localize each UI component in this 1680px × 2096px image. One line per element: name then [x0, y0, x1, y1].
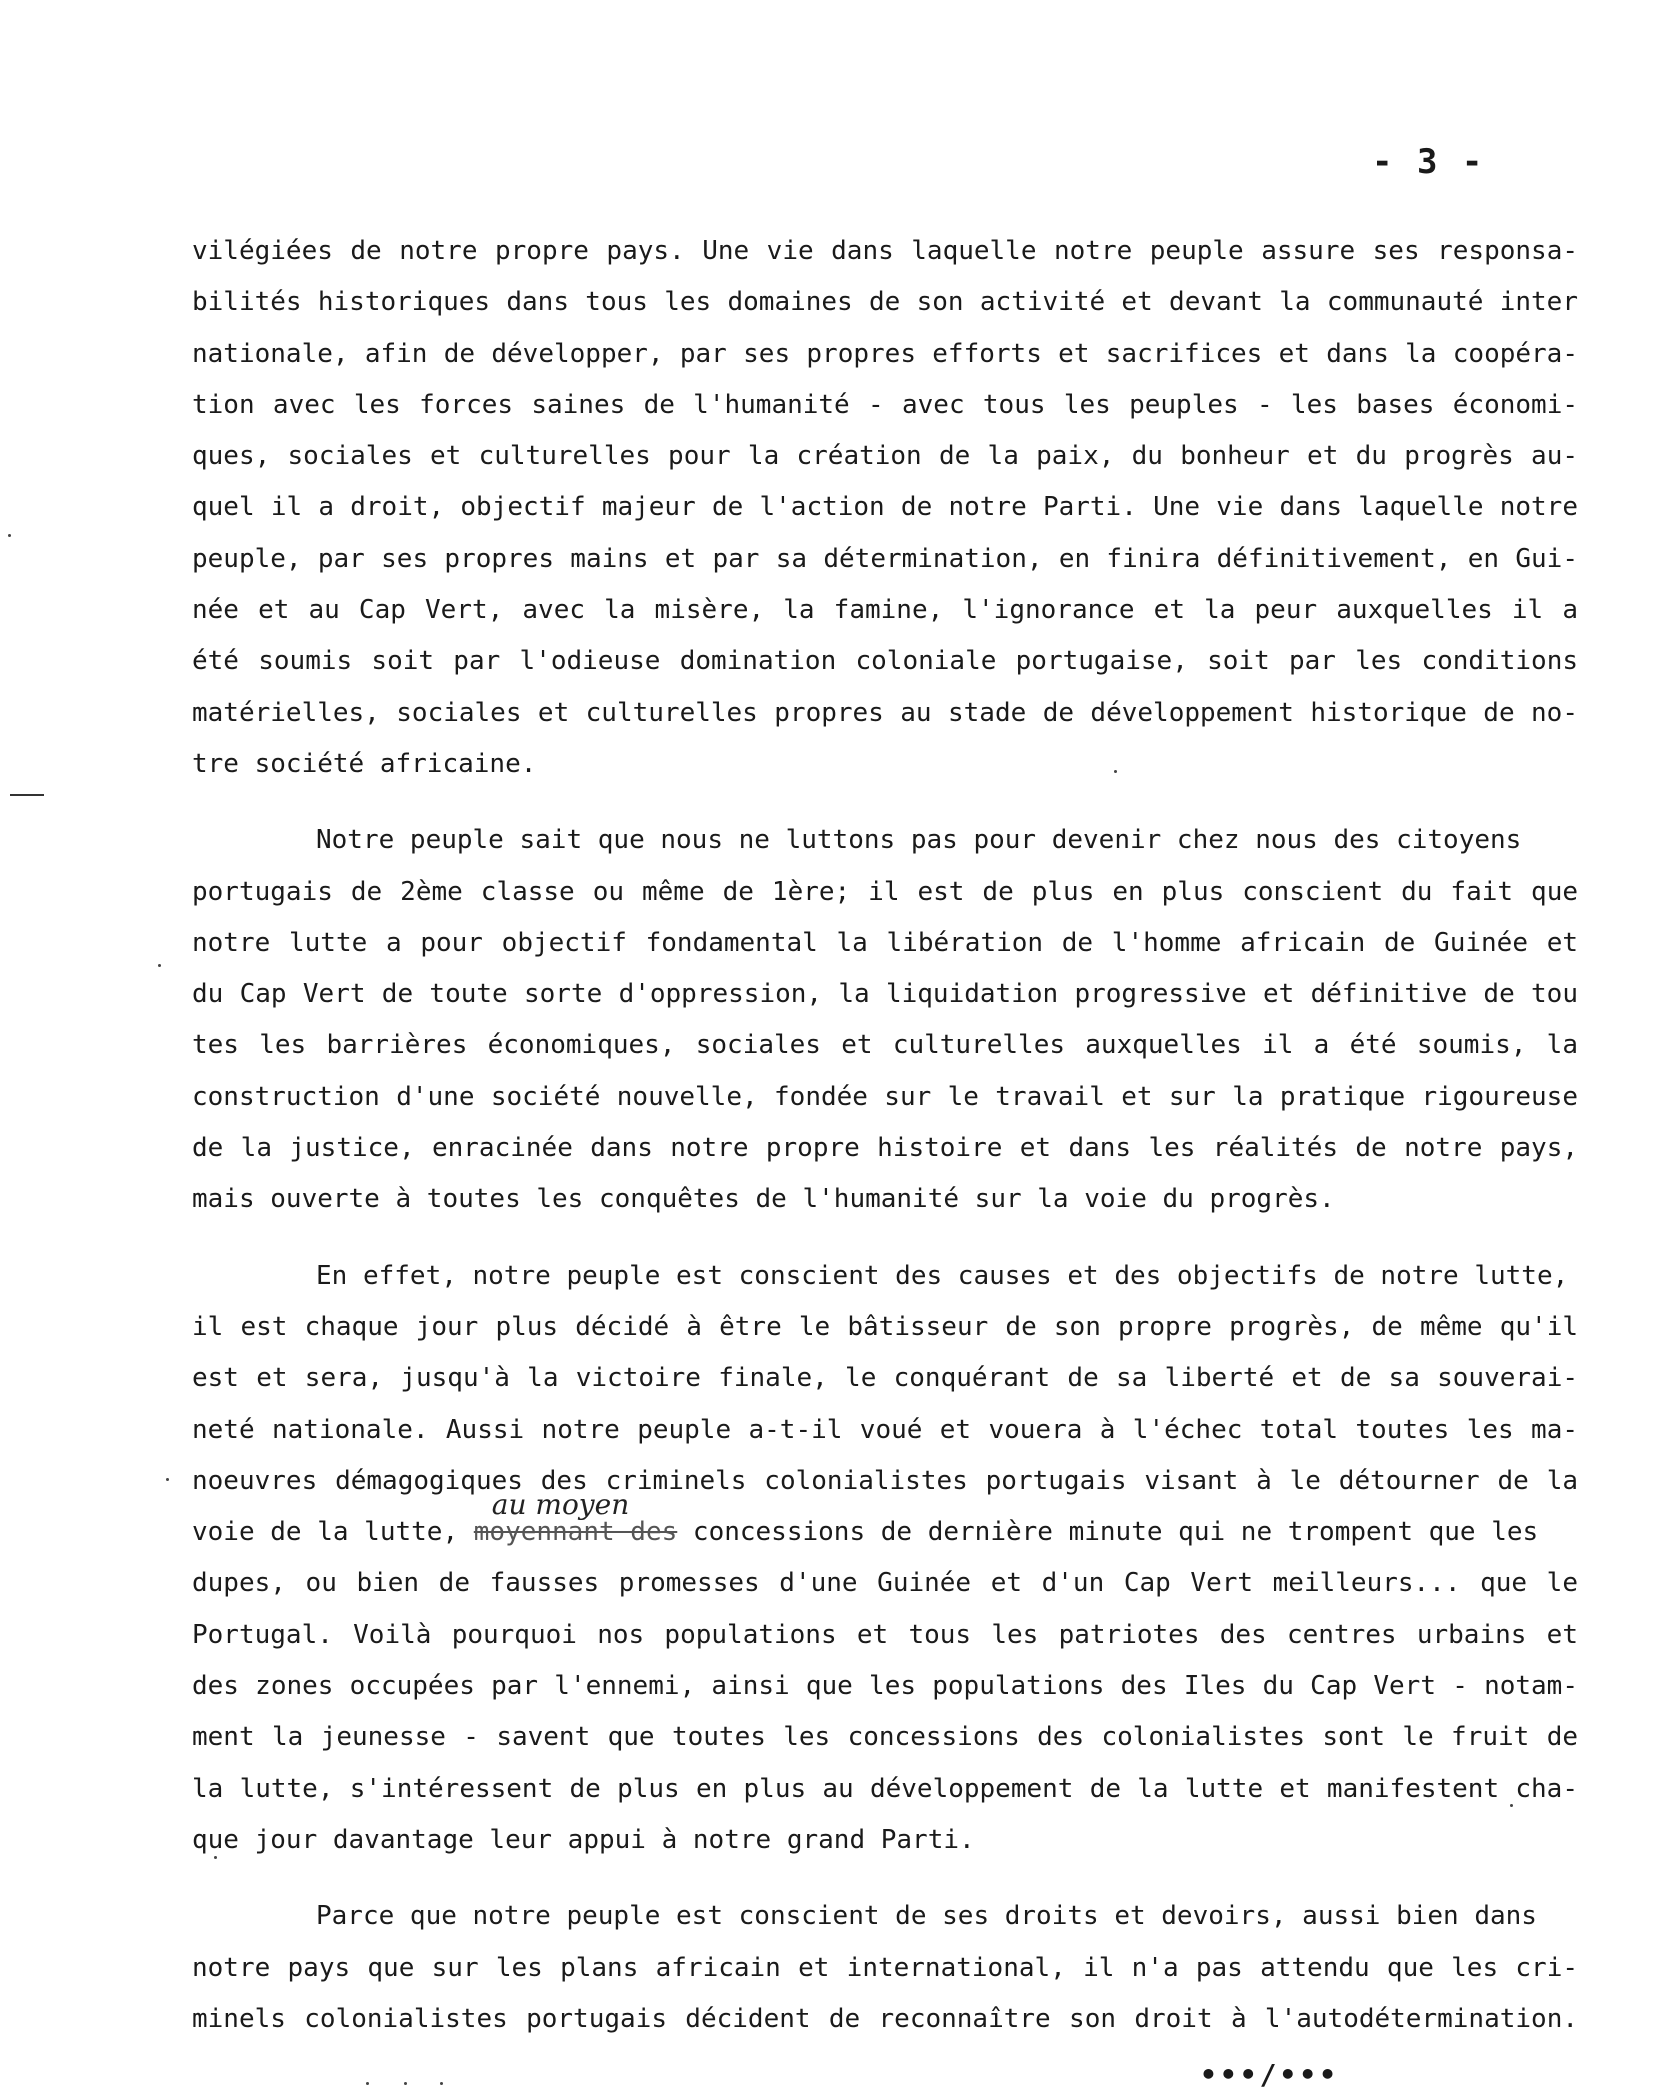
document-body — [192, 226, 1578, 2045]
text-line: tes les barrières économiques, sociales et culturelles auxquelles il a été soumis, la — [192, 1030, 1578, 1061]
text-line: des zones occupées par l'ennemi, ainsi que les populations des Iles du Cap Vert - notam- — [192, 1671, 1578, 1702]
amended-text-line — [192, 1488, 1578, 1558]
scan-speck — [166, 1478, 169, 1481]
scan-margin-mark — [10, 794, 44, 796]
text-line: bilités historiques dans tous les domaines de son activité et devant la communauté inter — [192, 287, 1578, 318]
paragraph-3 — [192, 1251, 1578, 1867]
amended-line-start: voie de la lutte, — [192, 1517, 474, 1548]
text-line: Parce que notre peuple est conscient de ses droits et devoirs, aussi bien dans — [316, 1901, 1537, 1932]
paragraph-gap — [192, 1226, 1578, 1251]
text-line: Notre peuple sait que nous ne luttons pas pour devenir chez nous des citoyens — [316, 825, 1522, 856]
text-line: dupes, ou bien de fausses promesses d'une Guinée et d'un Cap Vert meilleurs... que le — [192, 1568, 1578, 1599]
scan-speck — [1510, 1804, 1513, 1807]
scan-speck — [440, 2082, 443, 2085]
text-line: noeuvres démagogiques des criminels colonialistes portugais visant à le détourner de la — [192, 1465, 1578, 1496]
text-line: notre lutte a pour objectif fondamental la libération de l'homme africain de Guinée et — [192, 927, 1578, 958]
text-line: neté nationale. Aussi notre peuple a-t-il voué et vouera à l'échec total toutes les ma- — [192, 1414, 1578, 1445]
text-line: la lutte, s'intéressent de plus en plus au développement de la lutte et manifestent cha- — [192, 1773, 1578, 1804]
struck-words: moyennant des — [473, 1517, 678, 1548]
paragraph-gap — [192, 790, 1578, 815]
text-line: peuple, par ses propres mains et par sa détermination, en finira définitivement, en Gui- — [192, 543, 1578, 574]
paragraph-4 — [192, 1891, 1578, 2045]
text-line: née et au Cap Vert, avec la misère, la famine, l'ignorance et la peur auxquelles il a — [192, 595, 1578, 626]
text-line: Portugal. Voilà pourquoi nos populations et tous les patriotes des centres urbains et — [192, 1619, 1578, 1650]
text-line: ment la jeunesse - savent que toutes les concessions des colonialistes sont le fruit de — [192, 1722, 1578, 1753]
text-line: du Cap Vert de toute sorte d'oppression, la liquidation progressive et définitive de tou — [192, 979, 1578, 1010]
handwritten-correction: au moyen — [491, 1488, 630, 1522]
text-line: matérielles, sociales et culturelles propres au stade de développement historique de no- — [192, 697, 1578, 728]
text-line: tion avec les forces saines de l'humanité - avec tous les peuples - les bases économi- — [192, 389, 1578, 420]
page-number: - 3 - — [1372, 142, 1485, 182]
scan-speck — [158, 964, 161, 967]
text-line: En effet, notre peuple est conscient des causes et des objectifs de notre lutte, — [316, 1260, 1569, 1291]
scan-speck — [1114, 770, 1117, 773]
text-line: notre pays que sur les plans africain et international, il n'a pas attendu que les cri- — [192, 1952, 1578, 1983]
scan-speck — [8, 534, 11, 537]
text-line: construction d'une société nouvelle, fondée sur le travail et sur la pratique rigoureuse — [192, 1081, 1578, 1112]
text-line: ques, sociales et culturelles pour la création de la paix, du bonheur et du progrès au- — [192, 441, 1578, 472]
text-line: de la justice, enracinée dans notre propre histoire et dans les réalités de notre pays, — [192, 1133, 1578, 1164]
text-line: nationale, afin de développer, par ses propres efforts et sacrifices et dans la coopéra- — [192, 338, 1578, 369]
page-continuation-marker: •••/••• — [1200, 2058, 1340, 2091]
text-line: tre société africaine. — [192, 748, 537, 779]
text-line: été soumis soit par l'odieuse domination coloniale portugaise, soit par les conditions — [192, 646, 1578, 677]
paragraph-gap — [192, 1866, 1578, 1891]
text-line: portugais de 2ème classe ou même de 1ère; il est de plus en plus conscient du fait que — [192, 876, 1578, 907]
text-line: mais ouverte à toutes les conquêtes de l'humanité sur la voie du progrès. — [192, 1184, 1335, 1215]
text-line: il est chaque jour plus décidé à être le bâtisseur de son propre progrès, de même qu'il — [192, 1311, 1578, 1342]
scan-speck — [404, 2082, 407, 2085]
paragraph-2 — [192, 815, 1578, 1225]
text-line: est et sera, jusqu'à la victoire finale, le conquérant de sa liberté et de sa souverai- — [192, 1363, 1578, 1394]
text-line: que jour davantage leur appui à notre grand Parti. — [192, 1824, 975, 1855]
struck-through-text — [473, 1488, 678, 1558]
amended-line-end: concessions de dernière minute qui ne trompent que les — [677, 1517, 1539, 1548]
text-line: quel il a droit, objectif majeur de l'action de notre Parti. Une vie dans laquelle notre — [192, 492, 1578, 523]
scan-speck — [366, 2082, 369, 2085]
text-line: vilégiées de notre propre pays. Une vie dans laquelle notre peuple assure ses responsa- — [192, 236, 1578, 266]
text-line: minels colonialistes portugais décident de reconnaître son droit à l'autodétermination. — [192, 2003, 1578, 2034]
scan-speck — [214, 1856, 217, 1859]
paragraph-1 — [192, 226, 1578, 790]
